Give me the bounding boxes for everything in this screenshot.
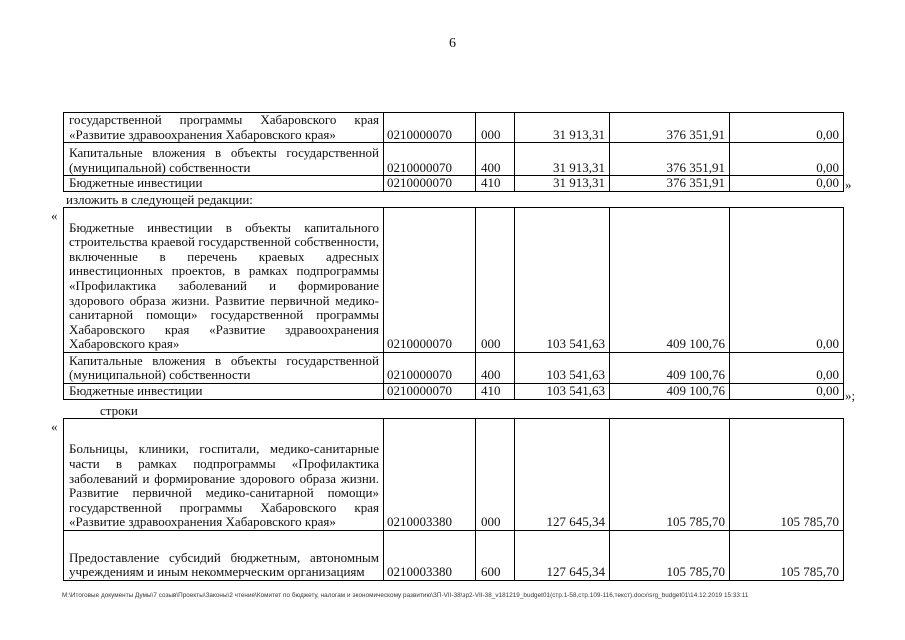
row-name: Предоставление субсидий бюджетным, автономным учреждениям и иным некоммерческим организациям (64, 531, 384, 581)
table-row (64, 384, 844, 400)
row-vr: 400 (476, 143, 515, 176)
row-value-2: 376 351,91 (610, 176, 730, 192)
row-value-3: 105 785,70 (730, 531, 844, 581)
row-name: Бюджетные инвестиции в объекты капитального строительства краевой государственной собственности, включенные в перечень краевых адресных инвестиционных проектов, в рамках подпрограммы «Профилактика заболеваний и формирование здорового образа жизни. Развитие первичной медико-санитарной помощи» государственной программы Хабаровского края «Развитие здравоохранения Хабаровского края» (64, 208, 384, 353)
row-value-2: 105 785,70 (610, 419, 730, 531)
row-value-3: 0,00 (730, 176, 844, 192)
table-row (64, 353, 844, 384)
page-number: 6 (449, 36, 456, 51)
row-value-3: 0,00 (730, 353, 844, 384)
row-code: 0210003380 (384, 531, 476, 581)
row-value-3: 0,00 (730, 384, 844, 400)
row-value-1: 127 645,34 (515, 419, 610, 531)
table-row (64, 113, 844, 143)
row-vr: 600 (476, 531, 515, 581)
row-value-1: 31 913,31 (515, 176, 610, 192)
table-1 (63, 112, 844, 192)
row-value-2: 376 351,91 (610, 113, 730, 143)
table-3 (63, 418, 844, 581)
row-value-1: 103 541,63 (515, 208, 610, 353)
row-name: государственной программы Хабаровского края «Развитие здравоохранения Хабаровского края» (64, 113, 384, 143)
row-value-1: 31 913,31 (515, 143, 610, 176)
rows-label: строки (100, 403, 138, 418)
row-name: Больницы, клиники, госпитали, медико-санитарные части в рамках подпрограммы «Профилактика заболеваний и формирование здорового образа жизни. Развитие первичной медико-санитарной помощи» государственной программы Хабаровского края «Развитие здравоохранения Хабаровского края» (64, 419, 384, 531)
row-code: 0210000070 (384, 143, 476, 176)
row-value-2: 409 100,76 (610, 384, 730, 400)
row-value-2: 409 100,76 (610, 208, 730, 353)
closing-quote-2: »; (845, 388, 856, 403)
row-name: Капитальные вложения в объекты государственной (муниципальной) собственности (64, 353, 384, 384)
row-name: Бюджетные инвестиции (64, 176, 384, 192)
row-code: 0210000070 (384, 208, 476, 353)
row-value-2: 105 785,70 (610, 531, 730, 581)
row-value-1: 103 541,63 (515, 384, 610, 400)
opening-quote-3: « (51, 419, 58, 434)
row-code: 0210000070 (384, 113, 476, 143)
row-code: 0210000070 (384, 353, 476, 384)
table-row (64, 143, 844, 176)
row-value-2: 409 100,76 (610, 353, 730, 384)
row-value-3: 0,00 (730, 143, 844, 176)
row-value-2: 376 351,91 (610, 143, 730, 176)
table-2 (63, 207, 844, 400)
row-value-3: 105 785,70 (730, 419, 844, 531)
row-value-3: 0,00 (730, 113, 844, 143)
table-row (64, 531, 844, 581)
row-value-1: 103 541,63 (515, 353, 610, 384)
row-vr: 400 (476, 353, 515, 384)
row-code: 0210000070 (384, 384, 476, 400)
opening-quote-2: « (51, 208, 58, 223)
closing-quote-1: » (845, 177, 852, 192)
table-row (64, 176, 844, 192)
document-path-footer: M:\Итоговые документы Думы\7 созыв\Проекты\Законы\2 чтение\Комитет по бюджету, налогам и экономическому развитию\ЗП-VII-38\зр2-VII-38_v181219_budget01(стр.1-58,стр.109-116,текст).docx\srg_budget01\14.12.2019 15:33:11 (62, 592, 749, 599)
row-vr: 410 (476, 176, 515, 192)
table-row (64, 208, 844, 353)
row-vr: 410 (476, 384, 515, 400)
row-name: Бюджетные инвестиции (64, 384, 384, 400)
row-code: 0210003380 (384, 419, 476, 531)
table-row (64, 419, 844, 531)
row-value-1: 127 645,34 (515, 531, 610, 581)
row-value-1: 31 913,31 (515, 113, 610, 143)
row-vr: 000 (476, 208, 515, 353)
row-vr: 000 (476, 113, 515, 143)
row-code: 0210000070 (384, 176, 476, 192)
row-name: Капитальные вложения в объекты государственной (муниципальной) собственности (64, 143, 384, 176)
row-vr: 000 (476, 419, 515, 531)
row-value-3: 0,00 (730, 208, 844, 353)
restate-instruction: изложить в следующей редакции: (66, 192, 253, 207)
